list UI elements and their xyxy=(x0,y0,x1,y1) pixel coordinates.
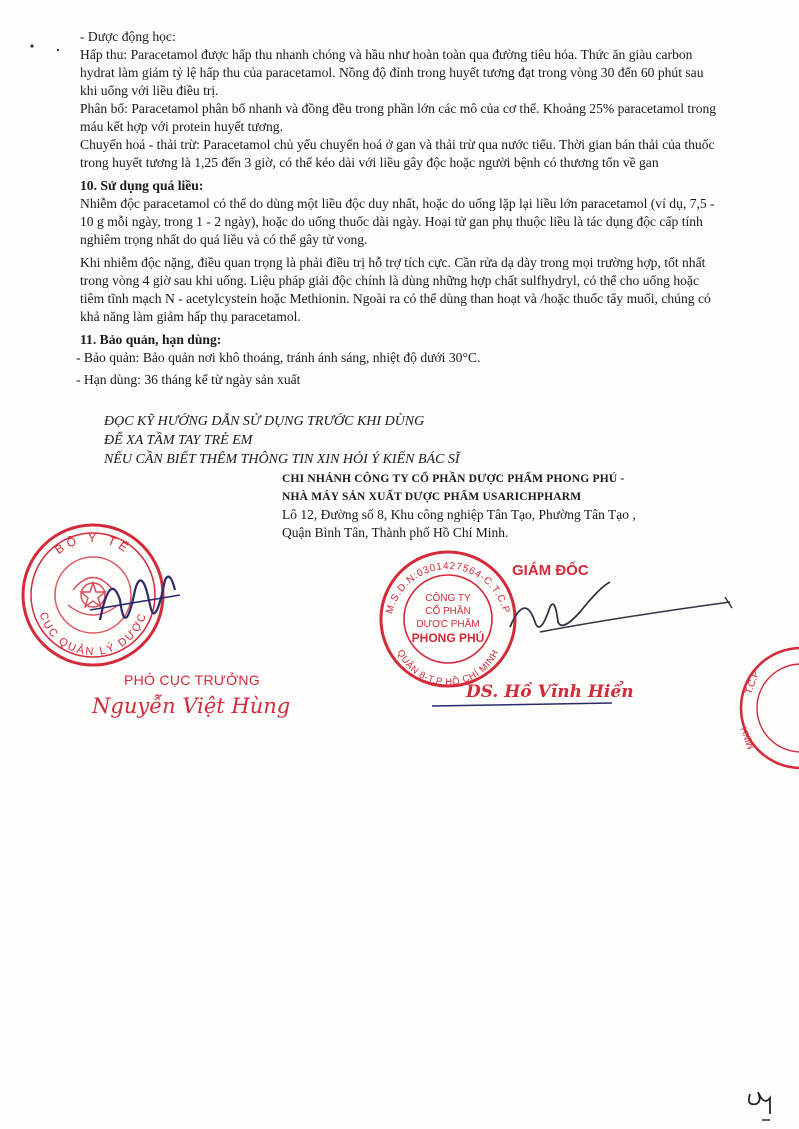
scan-specks xyxy=(28,38,68,58)
partial-stamp xyxy=(706,640,799,770)
stamp-right-ring-text: M.S.D.N:0301427564-C.T.C.P xyxy=(384,560,512,616)
stamp-right-line2: CỔ PHẦN xyxy=(425,606,471,617)
metabolism-paragraph: Chuyển hoá - thải trừ: Paracetamol chủ yếu chuyển hoá ở gan và thải trừ qua nước tiểu. Thời gian bán thải của thuốc trong huyết tương là 1,25 đến 3 giờ, có thể kéo dài với liều gây độc hoặc người bệnh có thương tổn về gan xyxy=(80,137,715,170)
company-address-line1: Lô 12, Đường số 8, Khu công nghiệp Tân Tạo, Phường Tân Tạo , xyxy=(282,507,636,522)
company-info xyxy=(282,470,636,542)
notice-read-instructions: ĐỌC KỸ HƯỚNG DẪN SỬ DỤNG TRƯỚC KHI DÙNG xyxy=(104,414,425,429)
deputy-signature xyxy=(80,560,190,650)
director-signature xyxy=(500,572,740,652)
storage-heading: 11. Bảo quản, hạn dùng: xyxy=(80,332,222,347)
overdose-paragraph-2: Khi nhiễm độc nặng, điều quan trọng là phải điều trị hỗ trợ tích cực. Cần rửa dạ dày trong mọi trường hợp, tốt nhất trong vòng 4 giờ sau khi uống. Liệu pháp giải độc chính là dùng những hợp chất sulfhydryl, có thể cho uống hoặc tiêm tĩnh mạch N - acetylcystein hoặc Methionin. Ngoài ra có thể dùng than hoạt và /hoặc thuốc tẩy muối, chúng có khả năng làm giảm hấp thụ paracetamol. xyxy=(80,255,711,324)
company-stamp xyxy=(377,548,519,690)
shelf-life-line: - Hạn dùng: 36 tháng kể từ ngày sản xuất xyxy=(76,372,301,387)
stamp-right-line4: PHONG PHÚ xyxy=(411,631,485,645)
deputy-title: PHÓ CỤC TRƯỞNG xyxy=(124,672,261,688)
director-underline xyxy=(432,700,612,708)
distribution-paragraph: Phân bố: Paracetamol phân bố nhanh và đồng đều trong phần lớn các mô của cơ thể. Khoảng 25% paracetamol trong máu kết hợp với protein huyết tương. xyxy=(80,101,717,134)
warning-notices xyxy=(104,412,460,469)
partial-stamp-text-top: T.C.P xyxy=(743,669,763,697)
notice-ask-doctor: NẾU CẦN BIẾT THÊM THÔNG TIN XIN HỎI Ý KIẾN BÁC SĨ xyxy=(104,452,460,467)
partial-stamp-text-bottom: MINH xyxy=(738,725,756,751)
company-name-line2: NHÀ MÁY SẢN XUẤT DƯỢC PHẨM USARICHPHARM xyxy=(282,491,582,503)
company-name-line1: CHI NHÁNH CÔNG TY CỔ PHẦN DƯỢC PHẨM PHONG PHÚ - xyxy=(282,473,625,485)
director-title: GIÁM ĐỐC xyxy=(512,562,589,579)
stamp-left-ring-text: BỘ Y TẾ xyxy=(52,530,134,557)
overdose-heading: 10. Sử dụng quá liều: xyxy=(80,178,204,193)
deputy-name: Nguyễn Việt Hùng xyxy=(92,694,291,718)
stamp-left-ring-bottom-text: CỤC QUẢN LÝ DƯỢC xyxy=(36,610,150,659)
notice-keep-away-children: ĐỂ XA TẦM TAY TRẺ EM xyxy=(104,433,253,448)
absorption-paragraph: Hấp thu: Paracetamol được hấp thu nhanh chóng và hầu như hoàn toàn qua đường tiêu hóa. Thức ăn giàu carbon hydrat làm giảm tỷ lệ hấp thu của paracetamol. Nồng độ đỉnh trong huyết tương đạt trong vòng 30 đến 60 phút sau khi uống với liều điều trị. xyxy=(80,47,704,98)
svg-text:BỘ Y TẾ xyxy=(52,531,134,557)
company-address-line2: Quận Bình Tân, Thành phố Hồ Chí Minh. xyxy=(282,525,509,540)
overdose-paragraph-1: Nhiễm độc paracetamol có thể do dùng một liều độc duy nhất, hoặc do uống lặp lại liều lớn paracetamol (ví dụ, 7,5 - 10 g mỗi ngày, trong 1 - 2 ngày), hoặc do uống thuốc dài ngày. Hoại tử gan phụ thuộc liều là tác dụng độc cấp tính nghiêm trọng nhất do quá liều và có thể gây tử vong. xyxy=(80,196,715,247)
stamp-right-line3: DƯỢC PHẨM xyxy=(416,619,480,630)
stamp-right-line1: CÔNG TY xyxy=(425,593,471,604)
stamp-right-ring-bottom-text: QUẬN 8-T.P HỒ CHÍ MINH xyxy=(394,647,502,689)
director-name: DS. Hồ Vĩnh Hiển xyxy=(466,682,634,702)
page-mark xyxy=(744,1084,784,1124)
body-text xyxy=(76,28,720,389)
storage-line: - Bảo quản: Bảo quản nơi khô thoáng, tránh ánh sáng, nhiệt độ dưới 30°C. xyxy=(76,350,481,365)
pharmacokinetics-heading: - Dược động học: xyxy=(80,29,176,44)
